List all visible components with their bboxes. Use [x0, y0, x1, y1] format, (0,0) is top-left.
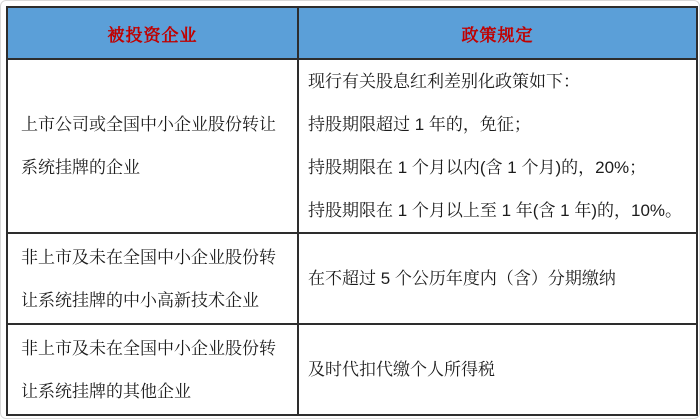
policy-text-line: 在不超过 5 个公历年度内（含）分期缴纳 — [308, 269, 616, 288]
policy-text-line: 现行有关股息红利差别化政策如下： — [308, 72, 580, 91]
enterprise-text-line: 系统挂牌的企业 — [21, 158, 140, 177]
enterprise-text-line: 非上市及未在全国中小企业股份转 — [21, 338, 276, 358]
enterprise-text-line: 上市公司或全国中小企业股份转让 — [21, 115, 276, 134]
policy-text-line: 持股期限在 1 个月以上至 1 年(含 1 年)的，10%。 — [308, 201, 683, 220]
policy-cell — [298, 324, 697, 415]
enterprise-cell — [7, 59, 298, 233]
enterprise-text-line: 让系统挂牌的其他企业 — [21, 381, 191, 401]
tax-policy-table — [6, 6, 698, 416]
table-row — [7, 324, 697, 415]
table-header-row — [7, 7, 697, 59]
header-cell-policy: 政策规定 — [298, 7, 697, 59]
header-cell-enterprise: 被投资企业 — [7, 7, 298, 59]
enterprise-text-line: 让系统挂牌的中小高新技术企业 — [21, 290, 259, 310]
table-row — [7, 233, 697, 324]
enterprise-text-line: 非上市及未在全国中小企业股份转 — [21, 247, 276, 267]
policy-text-line: 持股期限在 1 个月以内(含 1 个月)的，20%； — [308, 158, 647, 177]
policy-cell — [298, 59, 697, 233]
enterprise-cell — [7, 233, 298, 324]
policy-cell — [298, 233, 697, 324]
table-row — [7, 59, 697, 233]
enterprise-cell — [7, 324, 298, 415]
policy-text-line: 持股期限超过 1 年的，免征； — [308, 115, 531, 134]
policy-text-line: 及时代扣代缴个人所得税 — [308, 360, 495, 379]
